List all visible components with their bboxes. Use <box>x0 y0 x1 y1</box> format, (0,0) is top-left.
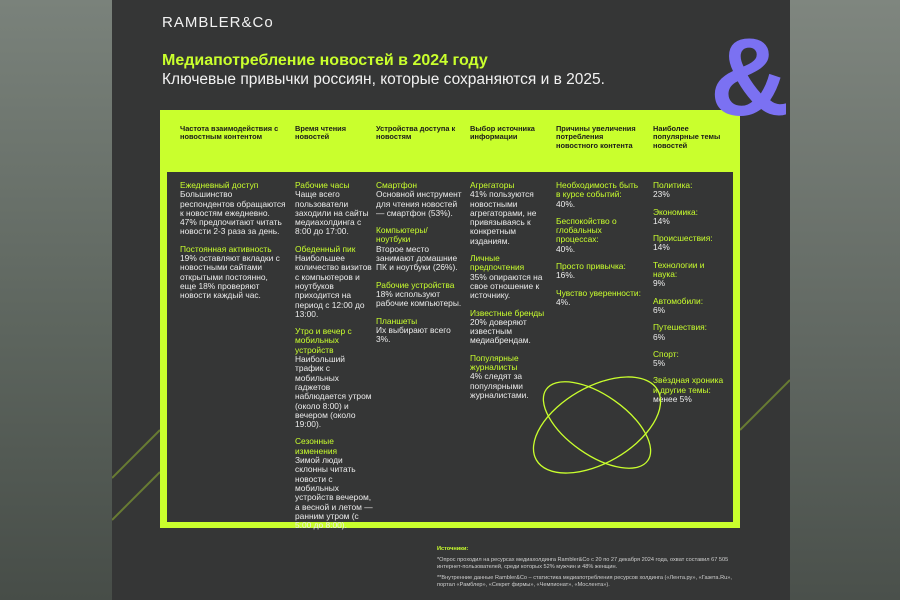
list-item: Личные предпочтения 35% опираются на свое отношение к источнику. <box>470 253 543 301</box>
list-item: Смартфон Основной инструмент для чтения новостей — смартфон (53%). <box>376 180 462 218</box>
list-item: Спорт: 5% <box>653 348 679 369</box>
list-item: Рабочие устройства 18% используют рабочие компьютеры. <box>376 279 462 309</box>
page-subtitle: Ключевые привычки россиян, которые сохраняются и в 2025. <box>162 71 605 88</box>
list-item: Происшествия: 14% <box>653 233 713 253</box>
column-header-reasons: Причины увеличения потребления новостного контента <box>556 124 636 150</box>
source-line: **Внутренние данные Rambler&Co – статистика медиапотребления ресурсов холдинга («Лента.ру», «Газета.Ru», портал «Рамблер», «Секрет фирмы», «Чемпионат», «Мослента»). <box>437 575 732 588</box>
column-header-devices: Устройства доступа к новостям <box>376 124 456 142</box>
list-item: Путешествия: 6% <box>653 322 707 342</box>
list-item: Просто привычка: 16%. <box>556 261 626 281</box>
list-item: Планшеты Их выбирают всего 3%. <box>376 315 451 345</box>
list-item: Компьютеры/ ноутбуки Второе место занимают домашние ПК и ноутбуки (26%). <box>376 225 458 273</box>
source-line: *Опрос проходил на ресурсах медиахолдинга Rambler&Co с 20 по 27 декабря 2024 года, охват составил 67 505 интернет-пользователей, среди которых 52% мужчин и 48% женщин. <box>437 557 729 570</box>
background-right <box>790 0 900 600</box>
list-item: Ежедневный доступ Большинство респондентов обращаются к новостям ежедневно. 47% предпочитают читать новости 2-3 раза за день. <box>180 180 286 237</box>
svg-text:&: & <box>710 20 790 139</box>
column-header-frequency: Частота взаимодействия с новостным контентом <box>180 124 279 142</box>
orbit-lines <box>112 0 790 600</box>
infographic-card <box>112 0 790 600</box>
sources-title: Источники: <box>437 546 469 552</box>
brand-logo: RAMBLER&Co <box>162 14 274 31</box>
list-item: Политика: 23% <box>653 180 693 200</box>
list-item: Постоянная активность 19% оставляют вкладки с новостными сайтами открытыми постоянно, еще 18% проверяют новости каждый час. <box>180 243 280 301</box>
list-item: Автомобили: 6% <box>653 295 704 315</box>
list-item: Известные бренды 20% доверяют известным медиабрендам. <box>470 307 545 346</box>
list-item: Сезонные изменения Зимой люди склонны читать новости с мобильных устройств вечером, а весной и летом — ранним утром (с 5:00 до 8:00). <box>295 436 373 531</box>
list-item: Обеденный пик Наибольшее количество визитов с компьютеров и ноутбуков приходится на период с 12:00 до 13:00. <box>295 243 372 319</box>
list-item: Необходимость быть в курсе событий: 40%. <box>556 180 639 209</box>
list-item: Беспокойство о глобальных процессах: 40%. <box>556 215 617 254</box>
list-item: Экономика: 14% <box>653 206 698 226</box>
list-item: Рабочие часы Чаще всего пользователи заходили на сайты медиахолдинга с 8:00 до 17:00. <box>295 180 369 237</box>
column-header-topics: Наиболее популярные темы новостей <box>653 124 721 150</box>
list-item: Популярные журналисты 4% следят за популярными журналистами. <box>470 352 529 400</box>
page-title: Медиапотребление новостей в 2024 году <box>162 52 488 69</box>
background-left <box>0 0 112 600</box>
list-item: Звёздная хроника и другие темы: менее 5% <box>653 375 724 405</box>
sources-footnote <box>437 546 737 593</box>
list-item: Агрегаторы 41% пользуются новостными агрегаторами, не привязываясь к конкретным изданиям. <box>470 180 537 246</box>
list-item: Технологии и наука: 9% <box>653 259 705 289</box>
column-header-time: Время чтения новостей <box>295 124 347 142</box>
list-item: Чувство уверенности: 4%. <box>556 287 641 307</box>
column-header-sources: Выбор источника информации <box>470 124 535 142</box>
list-item: Утро и вечер с мобильных устройств Наибольший трафик с мобильных гаджетов наблюдается утром (около 8:00) и вечером (около 19:00). <box>295 326 372 430</box>
